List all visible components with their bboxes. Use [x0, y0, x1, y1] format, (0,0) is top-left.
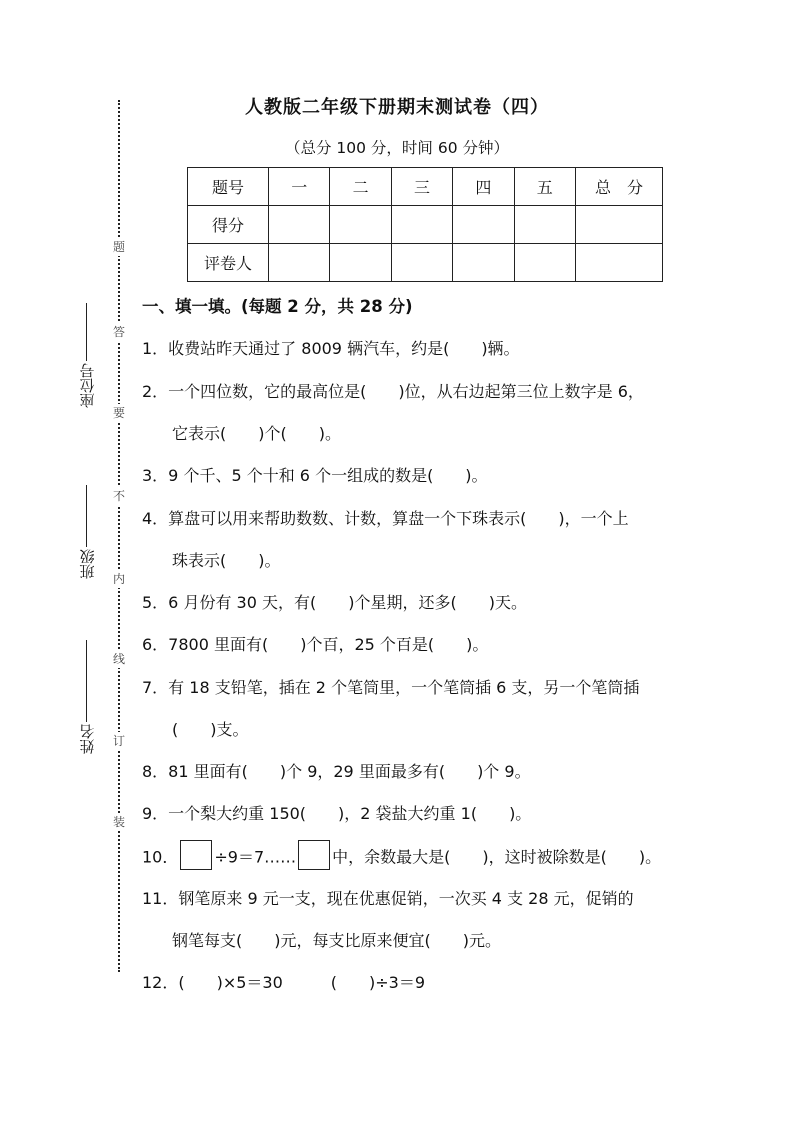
page-subtitle: （总分 100 分，时间 60 分钟）	[284, 139, 510, 157]
score-table-row	[188, 206, 663, 244]
seal-char: 线	[112, 652, 125, 666]
grader-cell[interactable]	[330, 244, 391, 282]
score-cell[interactable]	[576, 206, 663, 244]
answer-box[interactable]	[298, 840, 330, 870]
score-table-row	[188, 244, 663, 282]
score-cell[interactable]	[269, 206, 330, 244]
score-cell[interactable]	[391, 206, 452, 244]
section-title: 一、填一填。(每题 2 分，共 28 分)	[142, 297, 413, 316]
question-line: 3．9 个千、5 个十和 6 个一组成的数是( )。	[142, 466, 488, 485]
seat-number-field[interactable]	[72, 303, 102, 408]
page-title: 人教版二年级下册期末测试卷（四）	[245, 97, 549, 118]
binding-dotted-line	[118, 100, 120, 972]
grader-cell[interactable]	[453, 244, 514, 282]
question-line: 7．有 18 支铅笔，插在 2 个笔筒里，一个笔筒插 6 支，另一个笔筒插	[142, 678, 640, 697]
question-text: 中，余数最大是( )，这时被除数是( )。	[332, 847, 662, 867]
question-line: 1．收费站昨天通过了 8009 辆汽车，约是( )辆。	[142, 339, 520, 358]
name-field[interactable]	[72, 640, 102, 754]
score-table-header-cell: 题号	[188, 168, 269, 206]
question-line: 12．( )×5＝30 ( )÷3＝9	[142, 973, 426, 992]
grader-cell[interactable]	[514, 244, 575, 282]
question-line: 11．钢笔原来 9 元一支，现在优惠促销，一次买 4 支 28 元，促销的	[142, 889, 634, 908]
class-label: 班级	[78, 549, 97, 579]
score-table-header-cell: 五	[514, 168, 575, 206]
question-line: 2．一个四位数，它的最高位是( )位，从右边起第三位上数字是 6，	[142, 382, 644, 401]
question-text: ÷9＝7……	[214, 847, 297, 867]
score-table-header-cell: 四	[453, 168, 514, 206]
score-table-row-label: 得分	[188, 206, 269, 244]
grader-cell[interactable]	[576, 244, 663, 282]
answer-box[interactable]	[180, 840, 212, 870]
grader-cell[interactable]	[269, 244, 330, 282]
question-line: 它表示( )个( )。	[172, 424, 341, 443]
seal-char: 不	[112, 489, 125, 503]
seal-char: 订	[112, 734, 125, 748]
seal-char: 装	[112, 815, 125, 829]
score-table-header-row	[188, 168, 663, 206]
question-line: 珠表示( )。	[172, 551, 281, 570]
seal-char: 答	[112, 325, 125, 339]
question-line: 4．算盘可以用来帮助数数、计数，算盘一个下珠表示( )，一个上	[142, 509, 629, 528]
name-label: 姓名	[78, 724, 97, 754]
question-line: ( )支。	[172, 720, 249, 739]
question-number: 10．	[142, 847, 179, 867]
question-line: 5．6 月份有 30 天，有( )个星期，还多( )天。	[142, 593, 527, 612]
grader-cell[interactable]	[391, 244, 452, 282]
class-field[interactable]	[72, 485, 102, 579]
score-table-row-label: 评卷人	[188, 244, 269, 282]
score-cell[interactable]	[453, 206, 514, 244]
score-table-header-cell: 一	[269, 168, 330, 206]
question-line: 钢笔每支( )元，每支比原来便宜( )元。	[172, 931, 501, 950]
score-cell[interactable]	[330, 206, 391, 244]
score-table-header-cell: 三	[391, 168, 452, 206]
seat-number-label: 座位号	[78, 363, 97, 408]
score-cell[interactable]	[514, 206, 575, 244]
score-table-header-cell: 总 分	[576, 168, 663, 206]
question-line	[142, 846, 661, 870]
question-line: 6．7800 里面有( )个百，25 个百是( )。	[142, 635, 489, 654]
question-line: 9．一个梨大约重 150( )，2 袋盐大约重 1( )。	[142, 804, 532, 823]
seal-char: 内	[112, 572, 125, 586]
seal-char: 题	[112, 240, 125, 254]
score-table	[187, 167, 663, 282]
seal-char: 要	[112, 406, 125, 420]
score-table-header-cell: 二	[330, 168, 391, 206]
question-line: 8．81 里面有( )个 9，29 里面最多有( )个 9。	[142, 762, 531, 781]
